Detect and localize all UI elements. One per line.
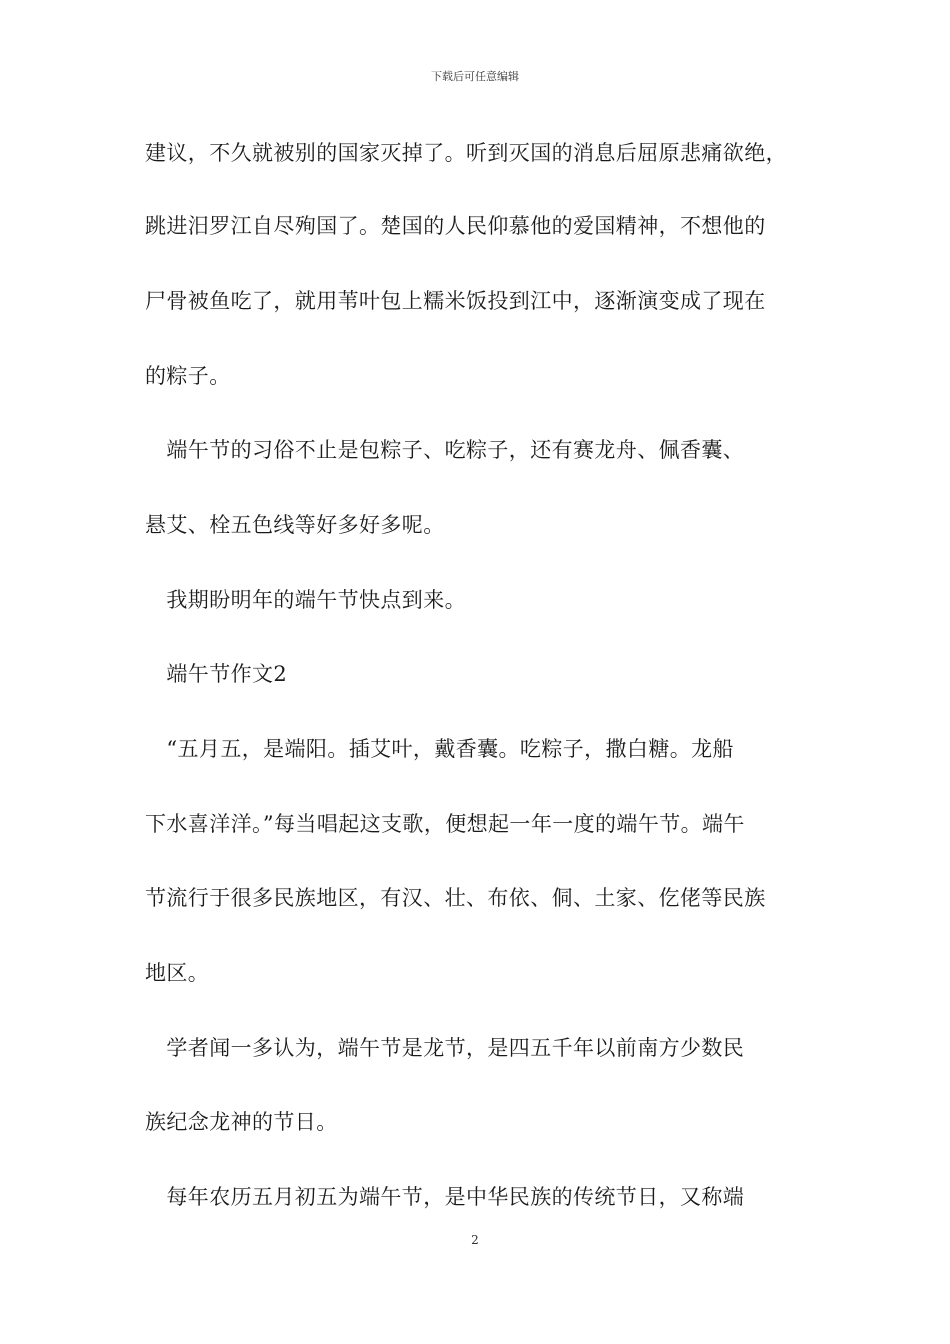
text-line: 节流行于很多民族地区，有汉、壮、布依、侗、土家、仡佬等民族 [145, 886, 766, 910]
page-number: 2 [471, 1233, 479, 1247]
section-heading: 端午节作文2 [145, 662, 288, 686]
text-line: 地区。 [145, 961, 210, 985]
page-header: 下载后可任意编辑 [431, 70, 519, 83]
text-line: 悬艾、栓五色线等好多好多呢。 [145, 513, 445, 537]
text-line: 学者闻一多认为，端午节是龙节，是四五千年以前南方少数民 [145, 1036, 745, 1060]
text-line: 跳进汨罗江自尽殉国了。楚国的人民仰慕他的爱国精神，不想他的 [145, 214, 766, 238]
text-line: 下水喜洋洋。”每当唱起这支歌，便想起一年一度的端午节。端午 [145, 812, 745, 836]
text-line: “五月五，是端阳。插艾叶，戴香囊。吃粽子，撒白糖。龙船 [145, 737, 734, 761]
text-line: 端午节的习俗不止是包粽子、吃粽子，还有赛龙舟、佩香囊、 [145, 438, 745, 462]
text-line: 我期盼明年的端午节快点到来。 [145, 588, 466, 612]
text-line: 的粽子。 [145, 364, 231, 388]
text-line: 族纪念龙神的节日。 [145, 1110, 338, 1134]
text-line: 建议，不久就被别的国家灭掉了。听到灭国的消息后屈原悲痛欲绝， [145, 141, 787, 165]
text-line: 每年农历五月初五为端午节，是中华民族的传统节日，又称端 [145, 1185, 745, 1209]
text-line: 尸骨被鱼吃了，就用苇叶包上糯米饭投到江中，逐渐演变成了现在 [145, 289, 766, 313]
